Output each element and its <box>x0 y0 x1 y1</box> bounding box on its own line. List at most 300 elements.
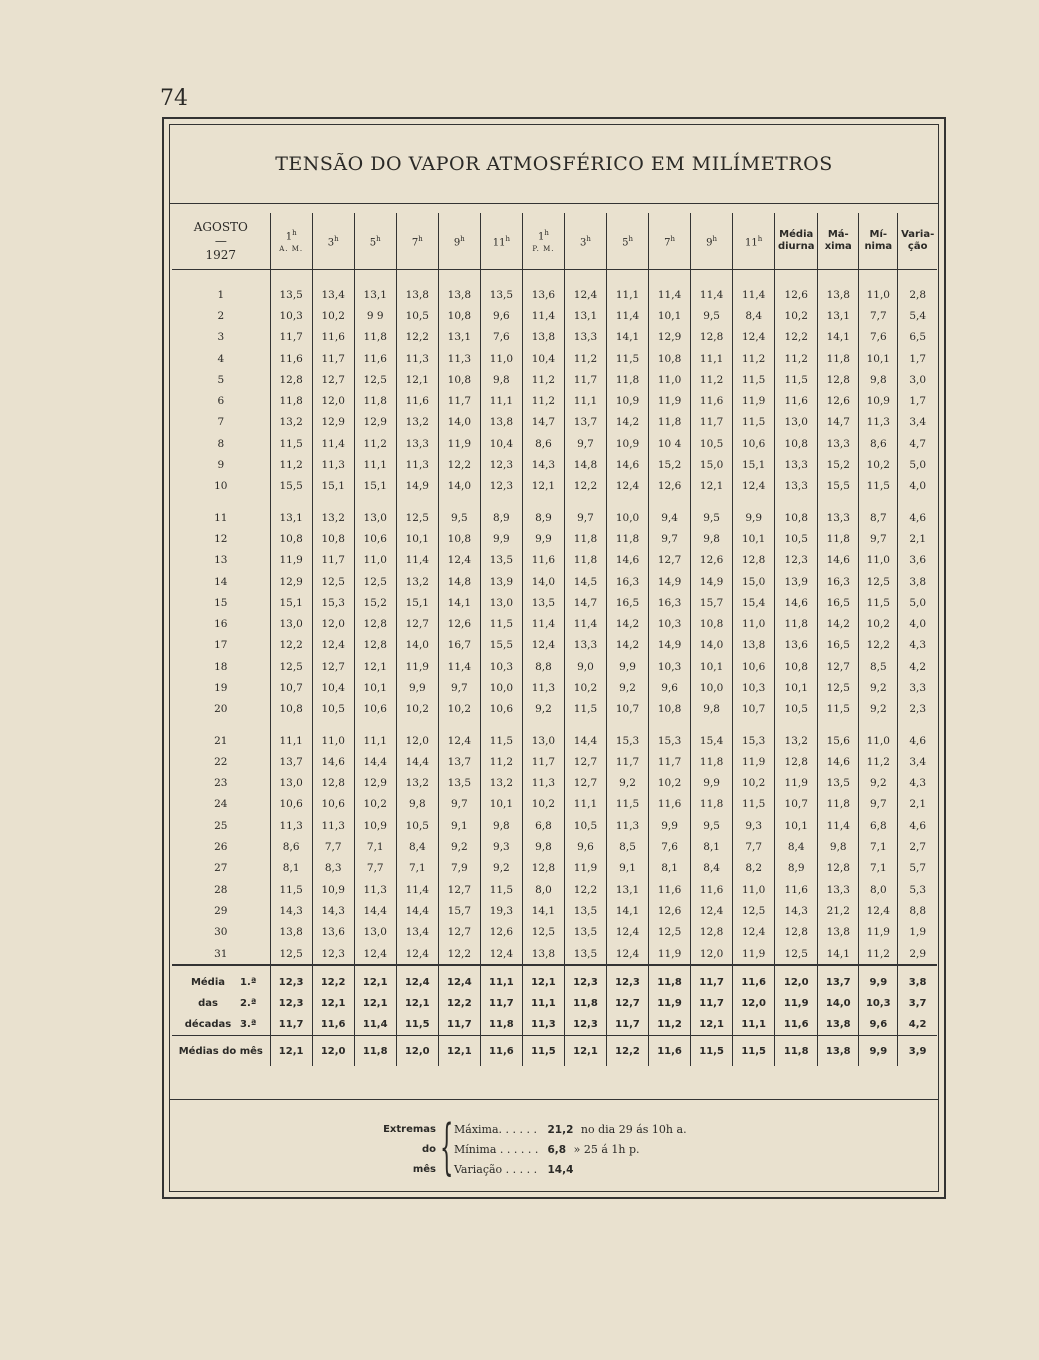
value-cell: 13,2 <box>396 412 438 433</box>
value-cell: 12,0 <box>691 943 733 965</box>
brace-glyph: { <box>440 1112 454 1182</box>
value-cell: 11,5 <box>607 794 649 815</box>
value-cell: 12,3 <box>480 476 522 497</box>
value-cell: 12,4 <box>312 635 354 656</box>
value-cell: 11,7 <box>522 751 564 772</box>
value-cell: 9,2 <box>522 699 564 720</box>
value-cell: 12,5 <box>270 656 312 677</box>
value-cell: 12,5 <box>733 900 775 921</box>
hour-number: 3 <box>327 237 335 249</box>
gap-cell <box>898 497 937 507</box>
value-cell: 12,7 <box>396 613 438 634</box>
value-cell: 15,4 <box>691 730 733 751</box>
gap-cell <box>818 720 859 730</box>
value-cell: 11,2 <box>859 943 898 965</box>
value-cell: 5,3 <box>898 879 937 900</box>
value-cell: 15,3 <box>607 730 649 751</box>
gap-cell <box>733 720 775 730</box>
value-cell: 14,4 <box>396 751 438 772</box>
value-cell: 13,3 <box>564 327 606 348</box>
month-mean-cell: 12,1 <box>564 1036 606 1067</box>
value-cell: 11,5 <box>859 592 898 613</box>
value-cell: 13,5 <box>564 900 606 921</box>
value-cell: 16,5 <box>818 592 859 613</box>
value-cell: 15,4 <box>733 592 775 613</box>
value-cell: 12,4 <box>522 635 564 656</box>
extreme-min-value: 6,8 <box>547 1144 567 1156</box>
value-cell: 12,9 <box>649 327 691 348</box>
value-cell: 9,8 <box>818 836 859 857</box>
value-cell: 4,0 <box>898 476 937 497</box>
value-cell: 13,8 <box>522 327 564 348</box>
value-cell: 12,7 <box>564 773 606 794</box>
value-cell: 9,3 <box>733 815 775 836</box>
value-cell: 11,7 <box>312 348 354 369</box>
value-cell: 9,2 <box>859 677 898 698</box>
value-cell: 10,3 <box>649 656 691 677</box>
value-cell: 14,1 <box>607 900 649 921</box>
hour-suffix: h <box>586 234 591 243</box>
day-cell: 5 <box>217 373 225 386</box>
day-cell: 6 <box>217 395 225 408</box>
gap-cell <box>480 720 522 730</box>
value-cell: 10,2 <box>438 699 480 720</box>
value-cell: 14,1 <box>818 327 859 348</box>
extreme-row-max <box>454 1120 794 1140</box>
hour-number: 7 <box>411 237 419 249</box>
hour-number: 5 <box>369 237 377 249</box>
gap-cell <box>270 497 312 507</box>
table-row <box>172 550 937 571</box>
value-cell: 11,9 <box>733 751 775 772</box>
hour-header <box>438 213 480 270</box>
value-cell: 12,9 <box>354 412 396 433</box>
value-cell: 14,9 <box>649 635 691 656</box>
gap-cell <box>691 720 733 730</box>
gap-cell <box>775 720 818 730</box>
value-cell: 10,5 <box>564 815 606 836</box>
table-row <box>172 390 937 411</box>
value-cell: 2,9 <box>898 943 937 965</box>
day-cell: 1 <box>217 288 225 301</box>
value-cell: 16,7 <box>438 635 480 656</box>
gap-cell <box>172 497 270 507</box>
value-cell: 11,6 <box>522 550 564 571</box>
decade-mean-cell: 11,9 <box>775 993 818 1014</box>
month-header <box>172 213 270 270</box>
value-cell: 13,3 <box>396 433 438 454</box>
decade-mean-word: das <box>198 998 218 1010</box>
day-cell: 9 <box>217 459 225 472</box>
value-cell: 8,4 <box>691 858 733 879</box>
decade-mean-label <box>172 993 270 1014</box>
value-cell: 9,5 <box>691 507 733 528</box>
value-cell: 10,5 <box>775 528 818 549</box>
decade-mean-cell: 12,4 <box>396 965 438 993</box>
hour-period: P. M. <box>532 245 555 254</box>
value-cell: 10 4 <box>649 433 691 454</box>
value-cell: 12,1 <box>354 656 396 677</box>
value-cell: 14,0 <box>691 635 733 656</box>
value-cell: 10,2 <box>522 794 564 815</box>
value-cell: 13,5 <box>438 773 480 794</box>
value-cell: 2,7 <box>898 836 937 857</box>
value-cell: 14,4 <box>396 900 438 921</box>
value-cell: 13,5 <box>818 773 859 794</box>
value-cell: 11,4 <box>312 433 354 454</box>
hour-suffix: h <box>334 234 339 243</box>
value-cell: 11,0 <box>859 730 898 751</box>
value-cell: 13,3 <box>818 507 859 528</box>
value-cell: 15,1 <box>270 592 312 613</box>
day-cell: 19 <box>214 681 228 694</box>
value-cell: 11,7 <box>438 390 480 411</box>
value-cell: 8,4 <box>396 836 438 857</box>
value-cell: 14,2 <box>607 613 649 634</box>
hour-number: 1 <box>285 231 293 243</box>
decade-mean-label <box>172 1014 270 1036</box>
value-cell: 14,1 <box>818 943 859 965</box>
month-mean-cell: 11,8 <box>354 1036 396 1067</box>
value-cell: 6,8 <box>522 815 564 836</box>
value-cell: 2,8 <box>898 270 937 306</box>
hour-header <box>480 213 522 270</box>
gap-cell <box>859 720 898 730</box>
value-cell: 8,1 <box>691 836 733 857</box>
decade-mean-row <box>172 965 937 993</box>
extremes-label-2: do <box>421 1144 436 1155</box>
value-cell: 12,4 <box>733 476 775 497</box>
value-cell: 9,7 <box>438 677 480 698</box>
decade-mean-cell: 11,6 <box>312 1014 354 1036</box>
value-cell: 11,1 <box>480 390 522 411</box>
value-cell: 10,3 <box>480 656 522 677</box>
table-row <box>172 922 937 943</box>
extremes-rows <box>454 1120 794 1180</box>
value-cell: 13,4 <box>396 922 438 943</box>
value-cell: 11,4 <box>522 613 564 634</box>
decade-mean-cell: 11,1 <box>522 993 564 1014</box>
value-cell: 10,8 <box>312 528 354 549</box>
value-cell: 10,1 <box>775 677 818 698</box>
decade-mean-cell: 12,1 <box>522 965 564 993</box>
value-cell: 12,7 <box>438 879 480 900</box>
value-cell: 9,8 <box>691 699 733 720</box>
value-cell: 11,6 <box>775 879 818 900</box>
value-cell: 11,8 <box>649 412 691 433</box>
table-row <box>172 528 937 549</box>
value-cell: 10,4 <box>312 677 354 698</box>
month-mean-cell: 11,6 <box>480 1036 522 1067</box>
value-cell: 16,5 <box>607 592 649 613</box>
value-cell: 10,3 <box>270 305 312 326</box>
value-cell: 9,7 <box>564 507 606 528</box>
value-cell: 10,7 <box>733 699 775 720</box>
hour-header <box>312 213 354 270</box>
value-cell: 10,1 <box>480 794 522 815</box>
value-cell: 11,8 <box>691 751 733 772</box>
value-cell: 9,2 <box>607 677 649 698</box>
value-cell: 7,1 <box>859 836 898 857</box>
value-cell: 11,6 <box>396 390 438 411</box>
value-cell: 11,4 <box>733 270 775 306</box>
day-cell: 16 <box>214 618 228 631</box>
value-cell: 10,0 <box>691 677 733 698</box>
value-cell: 11,4 <box>691 270 733 306</box>
value-cell: 15,7 <box>438 900 480 921</box>
value-cell: 3,6 <box>898 550 937 571</box>
gap-cell <box>354 720 396 730</box>
value-cell: 15,5 <box>480 635 522 656</box>
month-mean-cell: 9,9 <box>859 1036 898 1067</box>
decade-mean-cell: 12,3 <box>270 965 312 993</box>
month-mean-cell: 3,9 <box>898 1036 937 1067</box>
value-cell: 10,2 <box>733 773 775 794</box>
value-cell: 11,9 <box>859 922 898 943</box>
value-cell: 13,5 <box>270 270 312 306</box>
hour-suffix: h <box>628 234 633 243</box>
value-cell: 10,6 <box>733 656 775 677</box>
table-row <box>172 348 937 369</box>
value-cell: 10,2 <box>354 794 396 815</box>
hour-header <box>649 213 691 270</box>
decade-mean-cell: 11,7 <box>607 1014 649 1036</box>
value-cell: 10,8 <box>691 613 733 634</box>
hour-suffix: h <box>544 228 549 237</box>
value-cell: 15,3 <box>312 592 354 613</box>
value-cell: 11,5 <box>733 369 775 390</box>
gap-cell <box>354 497 396 507</box>
value-cell: 11,9 <box>775 773 818 794</box>
month-mean-cell: 11,5 <box>733 1036 775 1067</box>
value-cell: 13,9 <box>480 571 522 592</box>
day-cell: 26 <box>214 841 228 854</box>
value-cell: 11,3 <box>438 348 480 369</box>
value-cell: 13,4 <box>312 270 354 306</box>
day-cell: 21 <box>214 734 228 747</box>
value-cell: 12,2 <box>270 635 312 656</box>
value-cell: 13,8 <box>733 635 775 656</box>
value-cell: 9,8 <box>859 369 898 390</box>
value-cell: 10,5 <box>396 815 438 836</box>
value-cell: 5,7 <box>898 858 937 879</box>
extremes-label-1: Extremas <box>383 1124 436 1135</box>
decade-mean-cell: 11,7 <box>480 993 522 1014</box>
extreme-max-detail: no dia 29 ás 10h a. <box>580 1123 687 1136</box>
value-cell: 13,8 <box>818 922 859 943</box>
value-cell: 13,2 <box>312 507 354 528</box>
gap-cell <box>691 497 733 507</box>
table-row <box>172 507 937 528</box>
value-cell: 14,0 <box>522 571 564 592</box>
month-mean-label: Médias do mês <box>172 1036 270 1067</box>
value-cell: 11,6 <box>691 390 733 411</box>
value-cell: 13,5 <box>480 550 522 571</box>
value-cell: 11,1 <box>354 454 396 475</box>
value-cell: 10,6 <box>480 699 522 720</box>
value-cell: 10,5 <box>775 699 818 720</box>
day-cell: 31 <box>214 947 228 960</box>
value-cell: 8,7 <box>859 507 898 528</box>
extreme-min-detail: » 25 á 1h p. <box>573 1143 640 1156</box>
value-cell: 13,6 <box>312 922 354 943</box>
table-row <box>172 592 937 613</box>
value-cell: 10,9 <box>312 879 354 900</box>
decade-mean-cell: 11,9 <box>649 993 691 1014</box>
value-cell: 14,0 <box>438 412 480 433</box>
table-frame-inner <box>169 124 939 1192</box>
hour-suffix: h <box>292 228 297 237</box>
value-cell: 11,3 <box>522 773 564 794</box>
value-cell: 10,2 <box>649 773 691 794</box>
value-cell: 10,5 <box>396 305 438 326</box>
value-cell: 9,2 <box>607 773 649 794</box>
value-cell: 9,8 <box>480 815 522 836</box>
gap-cell <box>312 497 354 507</box>
value-cell: 11,8 <box>691 794 733 815</box>
value-cell: 10,6 <box>270 794 312 815</box>
value-cell: 9,2 <box>859 773 898 794</box>
value-cell: 11,4 <box>396 550 438 571</box>
value-cell: 13,5 <box>522 592 564 613</box>
value-cell: 12,2 <box>859 635 898 656</box>
value-cell: 11,0 <box>859 550 898 571</box>
value-cell: 11,3 <box>312 454 354 475</box>
decade-mean-tag: 1.ª <box>240 977 257 989</box>
value-cell: 14,9 <box>691 571 733 592</box>
extreme-var-value: 14,4 <box>547 1164 574 1176</box>
value-cell: 15,1 <box>733 454 775 475</box>
value-cell: 15,0 <box>733 571 775 592</box>
value-cell: 11,9 <box>396 656 438 677</box>
value-cell: 14,4 <box>354 900 396 921</box>
value-cell: 11,1 <box>691 348 733 369</box>
value-cell: 12,6 <box>480 922 522 943</box>
hour-period: A. M. <box>279 245 304 254</box>
value-cell: 12,6 <box>438 613 480 634</box>
value-cell: 11,2 <box>480 751 522 772</box>
value-cell: 12,6 <box>649 900 691 921</box>
value-cell: 11,6 <box>775 390 818 411</box>
decade-mean-cell: 12,2 <box>312 965 354 993</box>
value-cell: 14,1 <box>438 592 480 613</box>
value-cell: 4,6 <box>898 507 937 528</box>
value-cell: 13,8 <box>396 270 438 306</box>
month-mean-cell: 13,8 <box>818 1036 859 1067</box>
value-cell: 10,9 <box>859 390 898 411</box>
value-cell: 9,2 <box>480 858 522 879</box>
value-cell: 13,0 <box>522 730 564 751</box>
hour-header <box>607 213 649 270</box>
stat-header: Média diurna <box>775 213 818 270</box>
value-cell: 14,7 <box>564 592 606 613</box>
value-cell: 15,5 <box>818 476 859 497</box>
value-cell: 4,3 <box>898 773 937 794</box>
table-row <box>172 773 937 794</box>
value-cell: 7,1 <box>859 858 898 879</box>
decade-mean-cell: 12,1 <box>396 993 438 1014</box>
hour-number: 11 <box>745 237 758 249</box>
day-cell: 25 <box>214 819 228 832</box>
value-cell: 13,1 <box>438 327 480 348</box>
gap-cell <box>607 720 649 730</box>
value-cell: 10,1 <box>354 677 396 698</box>
table-row <box>172 270 937 306</box>
value-cell: 12,6 <box>691 550 733 571</box>
value-cell: 9,2 <box>438 836 480 857</box>
value-cell: 9,7 <box>438 794 480 815</box>
value-cell: 11,5 <box>733 794 775 815</box>
value-cell: 14,0 <box>438 476 480 497</box>
hour-suffix: h <box>670 234 676 243</box>
value-cell: 11,5 <box>859 476 898 497</box>
value-cell: 13,1 <box>354 270 396 306</box>
value-cell: 11,8 <box>354 327 396 348</box>
value-cell: 13,0 <box>354 922 396 943</box>
day-cell: 17 <box>214 639 228 652</box>
value-cell: 11,5 <box>480 730 522 751</box>
value-cell: 13,1 <box>270 507 312 528</box>
decade-mean-cell: 11,8 <box>564 993 606 1014</box>
value-cell: 11,9 <box>733 390 775 411</box>
value-cell: 14,3 <box>775 900 818 921</box>
value-cell: 12,5 <box>270 943 312 965</box>
decade-mean-cell: 12,1 <box>691 1014 733 1036</box>
hour-suffix: h <box>505 234 510 243</box>
table-row <box>172 305 937 326</box>
decade-mean-cell: 12,1 <box>312 993 354 1014</box>
hour-number: 9 <box>453 237 461 249</box>
page-number: 74 <box>160 86 188 111</box>
decade-mean-cell: 11,4 <box>354 1014 396 1036</box>
table-row <box>172 571 937 592</box>
decade-mean-cell: 12,0 <box>733 993 775 1014</box>
decade-mean-word: décadas <box>184 1019 232 1031</box>
decade-mean-cell: 9,6 <box>859 1014 898 1036</box>
value-cell: 11,7 <box>607 751 649 772</box>
value-cell: 11,6 <box>649 794 691 815</box>
value-cell: 12,2 <box>438 454 480 475</box>
value-cell: 11,5 <box>564 699 606 720</box>
value-cell: 13,9 <box>775 571 818 592</box>
month-mean-cell: 12,1 <box>438 1036 480 1067</box>
decade-mean-row <box>172 993 937 1014</box>
decade-mean-cell: 12,4 <box>438 965 480 993</box>
value-cell: 3,8 <box>898 571 937 592</box>
value-cell: 13,1 <box>818 305 859 326</box>
value-cell: 12,3 <box>775 550 818 571</box>
month-mean-cell: 11,8 <box>775 1036 818 1067</box>
summary-rule <box>170 1099 938 1100</box>
value-cell: 11,5 <box>270 433 312 454</box>
value-cell: 11,0 <box>480 348 522 369</box>
gap-cell <box>522 720 564 730</box>
day-cell: 11 <box>214 511 228 524</box>
value-cell: 10,1 <box>859 348 898 369</box>
value-cell: 10,0 <box>607 507 649 528</box>
value-cell: 10,6 <box>354 699 396 720</box>
gap-cell <box>270 720 312 730</box>
day-cell: 29 <box>214 904 228 917</box>
value-cell: 14,2 <box>818 613 859 634</box>
value-cell: 11,9 <box>564 858 606 879</box>
decade-mean-cell: 12,1 <box>354 965 396 993</box>
value-cell: 10,9 <box>354 815 396 836</box>
value-cell: 12,9 <box>270 571 312 592</box>
value-cell: 16,3 <box>607 571 649 592</box>
decade-mean-cell: 11,7 <box>691 965 733 993</box>
value-cell: 13,6 <box>775 635 818 656</box>
